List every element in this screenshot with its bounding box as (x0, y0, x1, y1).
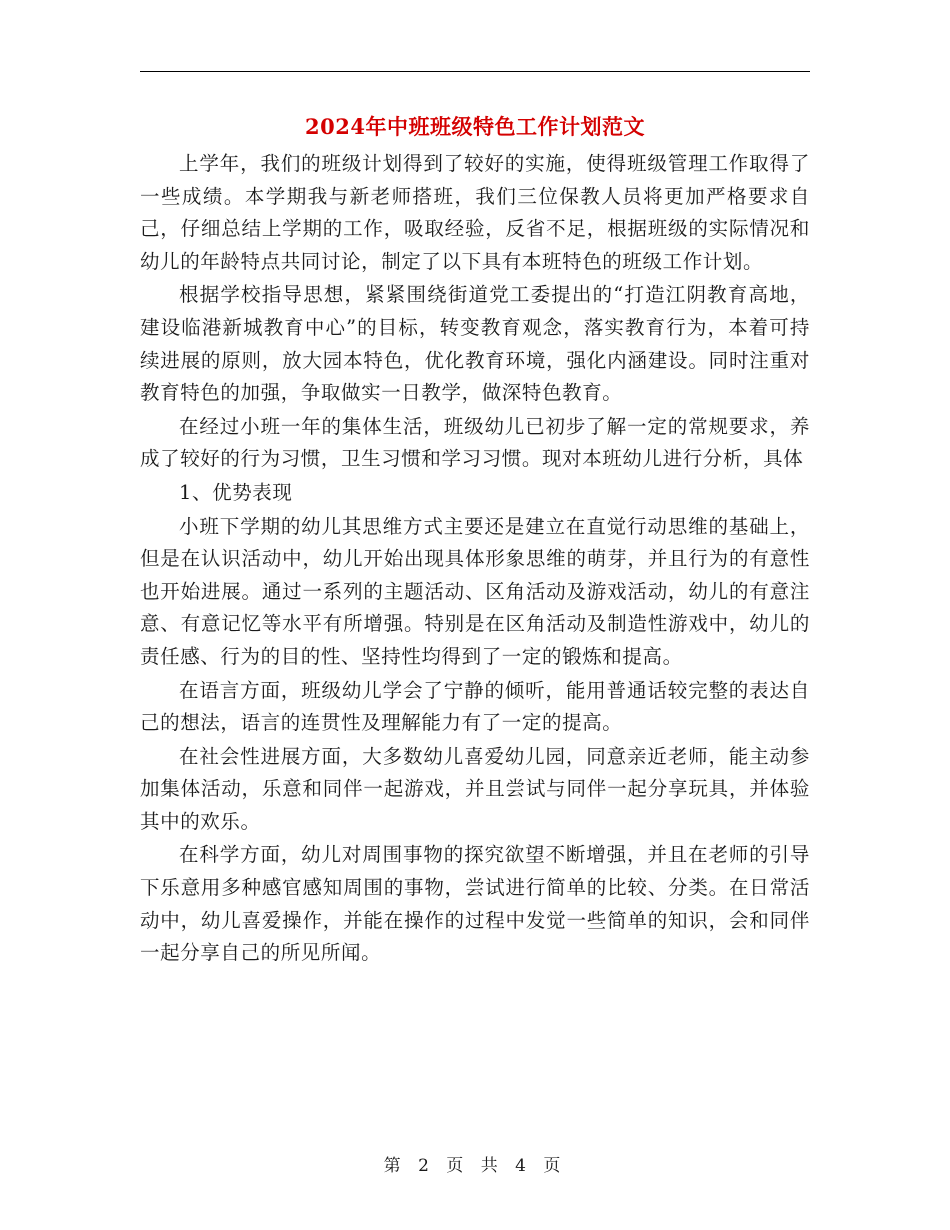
document-body (140, 148, 810, 971)
section-heading: 1、优势表现 (179, 480, 293, 504)
page-number: 第 2 页 共 4 页 (383, 1156, 567, 1176)
header-rule (140, 71, 810, 72)
paragraph: 在经过小班一年的集体生活，班级幼儿已初步了解一定的常规要求，养成了较好的行为习惯，卫生习惯和学习习惯。现对本班幼儿进行分析，具体 (140, 414, 810, 471)
paragraph: 上学年，我们的班级计划得到了较好的实施，使得班级管理工作取得了一些成绩。本学期我与新老师搭班，我们三位保教人员将更加严格要求自己，仔细总结上学期的工作，吸取经验，反省不足，根据班级的实际情况和幼儿的年龄特点共同讨论，制定了以下具有本班特色的班级工作计划。 (140, 152, 810, 273)
paragraph: 在社会性进展方面，大多数幼儿喜爱幼儿园，同意亲近老师，能主动参加集体活动，乐意和同伴一起游戏，并且尝试与同伴一起分享玩具，并体验其中的欢乐。 (140, 744, 810, 833)
paragraph: 根据学校指导思想，紧紧围绕街道党工委提出的“打造江阴教育高地，建设临港新城教育中心”的目标，转变教育观念，落实教育行为，本着可持续进展的原则，放大园本特色，优化教育环境，强化内涵建设。同时注重对教育特色的加强，争取做实一日教学，做深特色教育。 (140, 283, 810, 405)
paragraph: 在语言方面，班级幼儿学会了宁静的倾听，能用普通话较完整的表达自己的想法，语言的连贯性及理解能力有了一定的提高。 (140, 678, 810, 735)
document-title: 2024年中班班级特色工作计划范文 (305, 114, 645, 139)
paragraph: 在科学方面，幼儿对周围事物的探究欲望不断增强，并且在老师的引导下乐意用多种感官感知周围的事物，尝试进行简单的比较、分类。在日常活动中，幼儿喜爱操作，并能在操作的过程中发觉一些简单的知识，会和同伴一起分享自己的所见所闻。 (140, 843, 810, 965)
paragraph: 小班下学期的幼儿其思维方式主要还是建立在直觉行动思维的基础上，但是在认识活动中，幼儿开始出现具体形象思维的萌芽，并且行为的有意性也开始进展。通过一系列的主题活动、区角活动及游戏活动，幼儿的有意注意、有意记忆等水平有所增强。特别是在区角活动及制造性游戏中，幼儿的责任感、行为的目的性、坚持性均得到了一定的锻炼和提高。 (140, 514, 810, 668)
